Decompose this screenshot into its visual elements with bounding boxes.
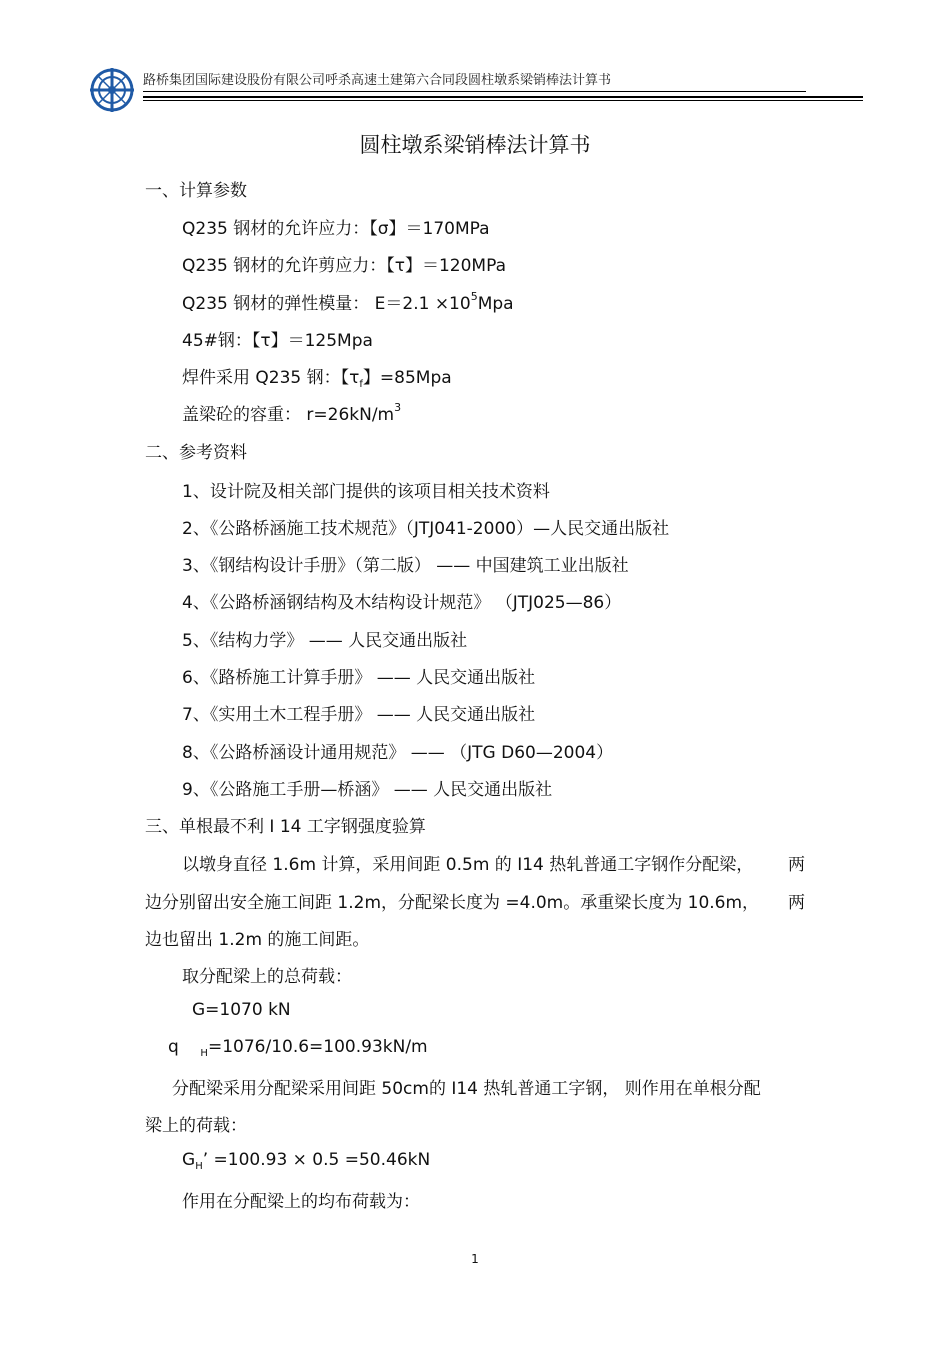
header-company-line: 路桥集团国际建设股份有限公司呼杀高速土建第六合同段圆柱墩系梁销棒法计算书 — [143, 73, 612, 88]
param-concrete-density-text: 盖梁砼的容重： r=26kN/m — [182, 405, 395, 425]
total-load: G=1070 kN — [192, 1000, 291, 1020]
param-45-steel: 45#钢：【τ】＝125Mpa — [182, 331, 373, 351]
param-elastic-modulus-unit: Mpa — [477, 294, 514, 314]
section1-heading: 一、计算参数 — [145, 181, 247, 201]
distributed-load — [168, 1037, 428, 1057]
section2-heading: 二、参考资料 — [145, 443, 247, 463]
ref-item: 9、《公路施工手册—桥涵》 —— 人民交通出版社 — [182, 780, 553, 800]
uniform-load-intro: 作用在分配梁上的均布荷载为： — [182, 1192, 420, 1212]
param-elastic-modulus-text: Q235 钢材的弹性模量： E＝2.1 ×10 — [182, 294, 471, 314]
param-weld-text: 焊件采用 Q235 钢：【τ — [182, 368, 360, 388]
distributed-load-sub: H — [200, 1048, 208, 1059]
distributed-load-value: =1076/10.6=100.93kN/m — [207, 1037, 428, 1057]
distributed-load-symbol: q — [168, 1037, 179, 1057]
header-rule-thick-second — [143, 100, 863, 101]
ref-item: 6、《路桥施工计算手册》 —— 人民交通出版社 — [182, 668, 536, 688]
ref-item: 8、《公路桥涵设计通用规范》 —— （JTG D60—2004） — [182, 743, 614, 763]
para1-line2: 边分别留出安全施工间距 1.2m，分配梁长度为 =4.0m。承重梁长度为 10.6m， — [145, 893, 760, 913]
param-elastic-modulus-exp: 5 — [470, 290, 478, 303]
header-rule-thick — [143, 96, 863, 98]
ref-item: 4、《公路桥涵钢结构及木结构设计规范》 （JTJ025—86） — [182, 593, 622, 613]
param-weld-value: 】=85Mpa — [362, 368, 452, 388]
para2-line1: 分配梁采用分配梁采用间距 50cm的 I14 热轧普通工字钢， 则作用在单根分配 — [172, 1079, 761, 1099]
section3-heading: 三、单根最不利 I 14 工字钢强度验算 — [145, 817, 426, 837]
ref-item: 3、《钢结构设计手册》（第二版） —— 中国建筑工业出版社 — [182, 556, 629, 576]
ref-item: 7、《实用土木工程手册》 —— 人民交通出版社 — [182, 705, 536, 725]
param-allowable-shear: Q235 钢材的允许剪应力：【τ】＝120MPa — [182, 256, 506, 276]
company-logo-icon — [88, 66, 136, 114]
document-title: 圆柱墩系梁销棒法计算书 — [359, 133, 591, 157]
ref-item: 2、《公路桥涵施工技术规范》（JTJ041-2000）—人民交通出版社 — [182, 519, 670, 539]
single-beam-load — [182, 1150, 430, 1170]
param-concrete-density-exp: 3 — [394, 401, 402, 414]
param-allowable-stress: Q235 钢材的允许应力：【σ】＝170MPa — [182, 219, 490, 239]
para1-line1-end: 两 — [788, 855, 805, 875]
ref-item: 1、设计院及相关部门提供的该项目相关技术资料 — [182, 482, 550, 502]
para1-line1: 以墩身直径 1.6m 计算，采用间距 0.5m 的 I14 热轧普通工字钢作分配梁， — [182, 855, 754, 875]
single-beam-load-symbol: G — [182, 1150, 196, 1170]
para1-line2-end: 两 — [788, 893, 805, 913]
param-elastic-modulus — [182, 289, 514, 314]
single-beam-load-sub: H — [195, 1161, 203, 1172]
single-beam-load-value: ’ =100.93 × 0.5 =50.46kN — [202, 1150, 431, 1170]
ref-item: 5、《结构力学》 —— 人民交通出版社 — [182, 631, 468, 651]
load-intro: 取分配梁上的总荷载： — [182, 967, 352, 987]
para1-line3: 边也留出 1.2m 的施工间距。 — [145, 930, 370, 950]
param-weld — [182, 363, 452, 388]
param-concrete-density — [182, 400, 401, 425]
header-rule-thin — [143, 91, 806, 92]
param-weld-sub: f — [359, 379, 363, 390]
page-number: 1 — [471, 1252, 479, 1266]
para2-line2: 梁上的荷载： — [145, 1116, 247, 1136]
